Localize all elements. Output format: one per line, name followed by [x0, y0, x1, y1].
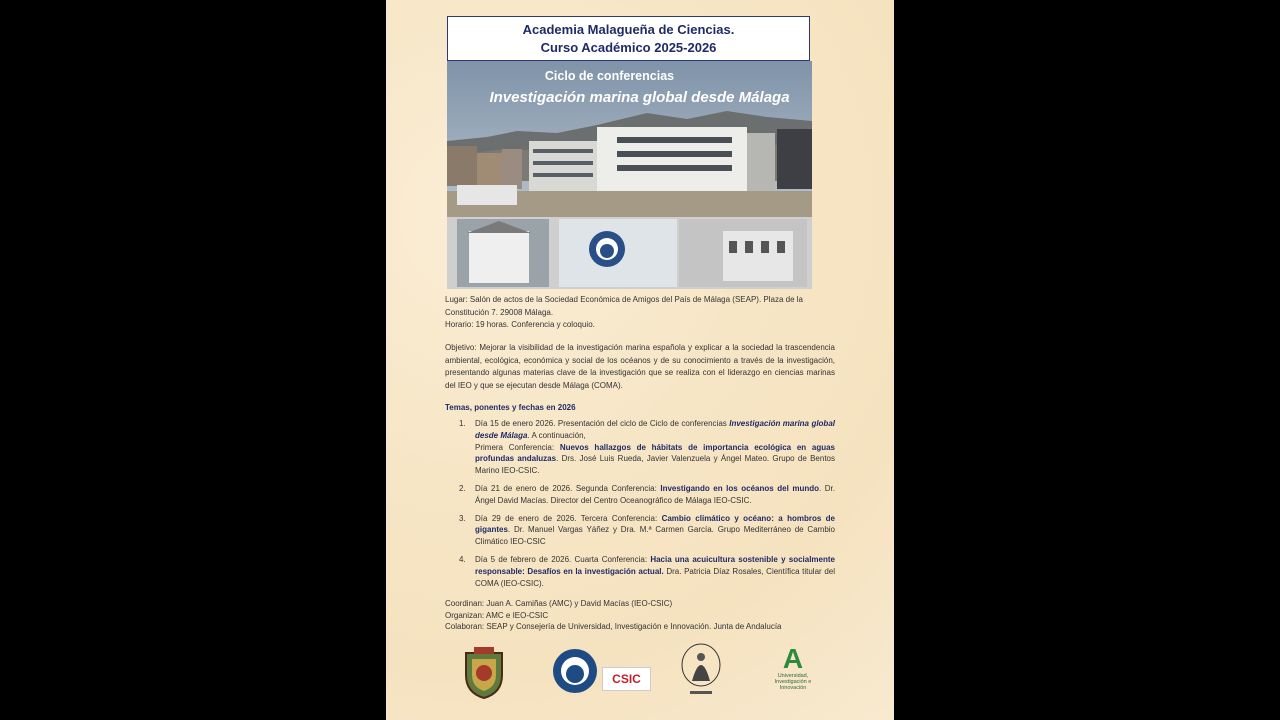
item-text: Día 21 de enero de 2026. Segunda Conferencia:: [475, 483, 661, 493]
credits-colaboran: Colaboran: SEAP y Consejería de Universidad, Investigación e Innovación. Junta de Andalucía: [445, 622, 782, 631]
item-text: Primera Conferencia:: [475, 442, 560, 452]
info-objetivo: Objetivo: Mejorar la visibilidad de la investigación marina española y explicar a la sociedad la trascendencia ambiental, ecológica, económica y social de los océanos y de su conocimiento a través de la investigación, presentando algunas materias clave de la investigación que se realiza con el liderazgo en ciencias marinas del IEO y que se ejecutan desde Málaga (COMA).: [445, 343, 835, 390]
poster: [386, 0, 894, 720]
list-item-number: 1.: [459, 419, 466, 428]
topics-list: [445, 418, 835, 595]
item-highlight: Investigación marina global desde Málaga: [475, 419, 835, 440]
csic-logo: CSIC: [602, 667, 651, 691]
list-item-number: 4.: [459, 554, 466, 564]
item-highlight: Nuevos hallazgos de hábitats de importancia ecológica en aguas profundas andaluzas: [475, 442, 835, 464]
item-text: . Drs. José Luis Rueda, Javier Valenzuela y Ángel Mateo. Grupo de Bentos Marino IEO-CSIC.: [475, 454, 836, 476]
credits-coordinan: Coordinan: Juan A. Camiñas (AMC) y David Macías (IEO-CSIC): [445, 599, 673, 608]
item-text: Día 5 de febrero de 2026. Cuarta Conferencia:: [475, 554, 651, 564]
topics-heading: Temas, ponentes y fechas en 2026: [445, 403, 576, 412]
header-line2: Curso Académico 2025-2026: [540, 40, 717, 55]
objetivo-block: [445, 342, 835, 392]
item-highlight: Investigando en los océanos del mundo: [660, 483, 820, 493]
junta-letter: A: [782, 643, 804, 674]
credits-block: [445, 598, 835, 633]
list-item-number: 3.: [459, 513, 466, 523]
item-highlight: Cambio climático y océano: a hombros de gigantes: [475, 513, 836, 535]
seap-seal-logo: [678, 641, 724, 701]
ieo-logo: [552, 648, 598, 694]
item-highlight: Hacia una acuicultura sostenible y socialmente responsable: Desafíos en la investigación actual.: [475, 554, 835, 576]
item-text: Dra. Patricia Díaz Rosales, Científica titular del COMA (IEO-CSIC).: [475, 566, 835, 588]
list-item: [445, 554, 835, 589]
credits-organizan: Organizan: AMC e IEO-CSIC: [445, 610, 549, 620]
junta-andalucia-logo: [768, 645, 818, 691]
amc-crest-logo: [460, 645, 508, 700]
banner-line2: Investigación marina global desde Málaga: [489, 89, 790, 106]
info-block: [445, 294, 835, 332]
junta-caption: Universidad, Investigación e Innovación: [774, 673, 812, 691]
info-horario: Horario: 19 horas. Conferencia y coloquio.: [445, 320, 595, 329]
list-item: [445, 513, 835, 548]
poster-header: [447, 16, 810, 61]
item-text: Día 15 de enero 2026. Presentación del ciclo de Ciclo de conferencias: [475, 419, 730, 428]
building-photo-collage: [447, 61, 812, 289]
info-lugar: Lugar: Salón de actos de la Sociedad Económica de Amigos del País de Málaga (SEAP). Plaza de la Constitución 7. 29008 Málaga.: [445, 295, 803, 317]
list-item-number: 2.: [459, 483, 466, 493]
item-text: . Dr. Manuel Vargas Yáñez y Dra. M.ª Carmen García. Grupo Mediterráneo de Cambio Climático IEO-CSIC: [475, 525, 835, 547]
list-item: [445, 483, 835, 507]
item-text: Día 29 de enero de 2026. Tercera Conferencia:: [475, 513, 662, 523]
topics-heading-block: [445, 402, 835, 415]
item-text: . Dr. Ángel David Macías. Director del Centro Oceanográfico de Málaga IEO-CSIC.: [475, 483, 836, 505]
logos-row: [386, 640, 894, 710]
item-text: . A continuación,: [527, 430, 586, 440]
banner-line1: Ciclo de conferencias: [544, 69, 675, 83]
header-line1: Academia Malagueña de Ciencias.: [522, 22, 735, 37]
list-item: [445, 418, 835, 477]
